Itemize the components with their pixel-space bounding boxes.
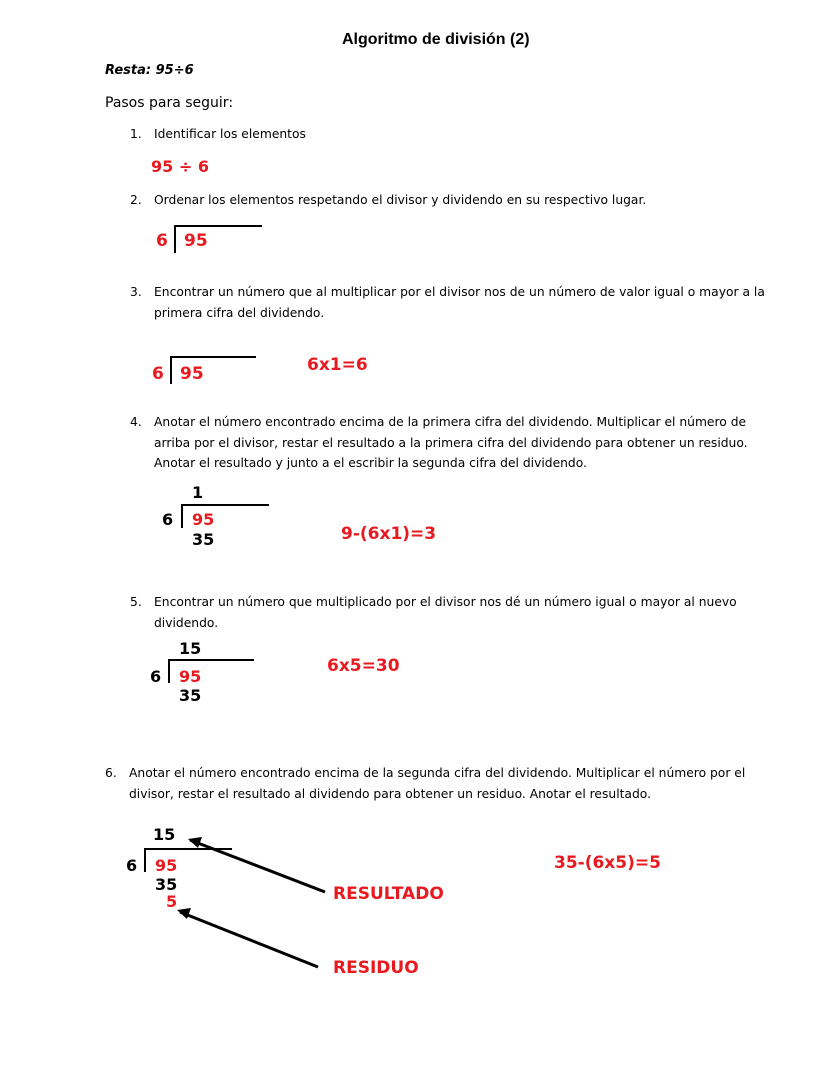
division-bracket-5 xyxy=(145,636,265,706)
partial-rest: 35 xyxy=(179,686,202,705)
operation-note-4: 9-(6x1)=3 xyxy=(341,524,437,544)
arrow-result-head xyxy=(188,837,202,848)
division-bracket-3 xyxy=(146,352,266,386)
divisor: 6 xyxy=(150,667,162,686)
partial-rest: 35 xyxy=(155,875,178,894)
divisor: 6 xyxy=(126,856,138,875)
step-3 xyxy=(130,282,770,326)
bracket-horizontal xyxy=(174,225,262,227)
step-2-number: 2. xyxy=(130,193,142,207)
step-1-number: 1. xyxy=(130,127,142,141)
divisor: 6 xyxy=(162,510,174,529)
division-bracket-4 xyxy=(157,482,277,550)
dividend: 95 xyxy=(192,510,215,529)
step-4-number: 4. xyxy=(130,415,142,429)
operation-note-3: 6x1=6 xyxy=(307,355,368,375)
dividend: 95 xyxy=(184,231,208,251)
label-resultado: RESULTADO xyxy=(333,884,444,904)
bracket-vertical xyxy=(174,225,176,253)
step-5 xyxy=(130,592,770,634)
label-residuo: RESIDUO xyxy=(333,958,419,978)
step-4-text: Anotar el número encontrado encima de la primera cifra del dividendo. Multiplicar el número de arriba por el divisor, restar el resultado a la primera cifra del dividendo para obtener un residuo. Anotar el resultado y junto a el escribir la segunda cifra del dividendo. xyxy=(154,415,748,470)
bracket-vertical xyxy=(168,659,170,683)
dividend: 95 xyxy=(179,667,202,686)
page-title: Algoritmo de división (2) xyxy=(342,31,530,48)
arrow-residue-head xyxy=(177,908,191,919)
bracket-horizontal xyxy=(168,659,254,661)
step-5-number: 5. xyxy=(130,595,142,609)
step-3-number: 3. xyxy=(130,285,142,299)
bracket-vertical xyxy=(170,356,172,384)
expression-1: 95 ÷ 6 xyxy=(151,157,209,176)
intro-text: Pasos para seguir: xyxy=(105,95,234,111)
quotient: 15 xyxy=(153,825,176,844)
division-bracket-2 xyxy=(150,222,270,254)
subtitle: Resta: 95÷6 xyxy=(105,63,194,78)
arrow-result-line xyxy=(190,840,325,892)
step-4 xyxy=(130,412,770,474)
step-5-text: Encontrar un número que multiplicado por el divisor nos dé un número igual o mayor al nuevo dividendo. xyxy=(154,595,737,630)
residue: 5 xyxy=(166,892,178,911)
operation-note-6: 35-(6x5)=5 xyxy=(554,853,661,873)
divisor: 6 xyxy=(156,231,168,251)
partial-rest: 35 xyxy=(192,530,215,549)
operation-note-5: 6x5=30 xyxy=(327,656,400,676)
step-6 xyxy=(105,763,765,805)
divisor: 6 xyxy=(152,364,164,384)
step-3-text: Encontrar un número que al multiplicar por el divisor nos de un número de valor igual o mayor a la primera cifra del dividendo. xyxy=(154,285,765,320)
step-6-number: 6. xyxy=(105,766,117,780)
quotient: 1 xyxy=(192,483,204,502)
bracket-horizontal xyxy=(181,504,269,506)
step-1 xyxy=(130,124,770,146)
quotient: 15 xyxy=(179,639,202,658)
dividend: 95 xyxy=(180,364,204,384)
bracket-vertical xyxy=(181,504,183,528)
arrow-residue-line xyxy=(180,912,318,967)
bracket-horizontal xyxy=(170,356,256,358)
dividend: 95 xyxy=(155,856,178,875)
step-2-text: Ordenar los elementos respetando el divisor y dividendo en su respectivo lugar. xyxy=(154,193,647,207)
step-2 xyxy=(130,190,770,212)
step-6-text: Anotar el número encontrado encima de la segunda cifra del dividendo. Multiplicar el número por el divisor, restar el resultado al dividendo para obtener un residuo. Anotar el resultado. xyxy=(129,766,746,801)
step-1-text: Identificar los elementos xyxy=(154,127,306,141)
